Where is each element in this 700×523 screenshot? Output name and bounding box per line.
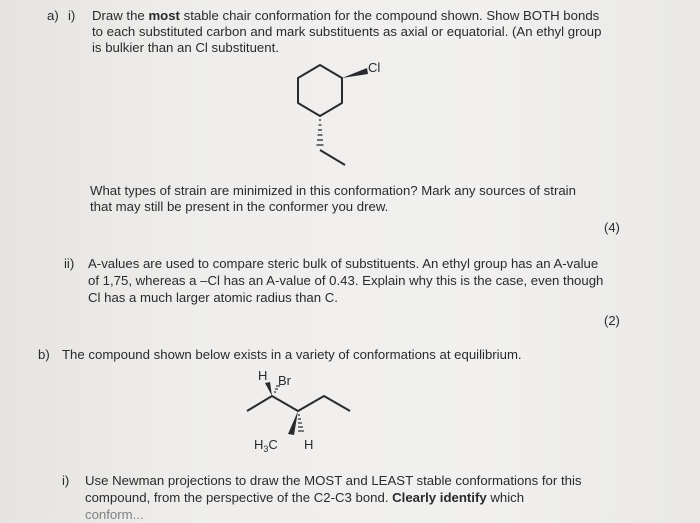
part-a-ii-label: ii) <box>64 256 75 271</box>
br-top-label: Br <box>278 373 291 388</box>
q1-line1-post: stable chair conformation for the compound shown. Show BOTH bonds <box>179 8 600 23</box>
marks-4: (4) <box>604 220 620 235</box>
question-a-ii-line3: Cl has a much larger atomic radius than C. <box>88 290 338 305</box>
marks-2: (2) <box>604 313 620 328</box>
q1-line1-bold: most <box>148 8 180 23</box>
qb-line2-pre: compound, from the perspective of the C2-C3 bond. <box>85 490 393 505</box>
question-b-i-line2 <box>85 490 524 506</box>
qb-line2-post: which <box>486 490 525 505</box>
strain-question-line2: that may still be present in the conformer you drew. <box>90 199 389 214</box>
h-bottom-label: H <box>304 437 314 452</box>
h3c-label: $H_3C$ <box>254 437 278 454</box>
wedge-bond-ch3 <box>288 411 298 435</box>
cl-label: Cl <box>368 60 381 75</box>
part-a-label: a) <box>47 8 59 23</box>
question-b-i-line3: conform... <box>85 507 144 522</box>
question-a-ii-line1: A-values are used to compare steric bulk of substituents. An ethyl group has an A-value <box>88 256 599 271</box>
question-a-ii-line2: of 1,75, whereas a –Cl has an A-value of 0.43. Explain why this is the case, even though <box>88 273 604 288</box>
carbon-chain <box>247 396 350 411</box>
question-a-i-line3: is bulkier than an Cl substituent. <box>92 40 279 55</box>
wedge-bond-h <box>265 382 272 396</box>
q1-line1-pre: Draw the <box>92 8 149 23</box>
h-top-label: H <box>258 368 268 383</box>
question-a-i-line2: to each substituted carbon and mark substituents as axial or equatorial. (An ethyl group <box>92 24 602 39</box>
qb-line2-bold: Clearly identify <box>392 490 487 505</box>
part-b-intro: The compound shown below exists in a variety of conformations at equilibrium. <box>62 347 522 362</box>
strain-question-line1: What types of strain are minimized in this conformation? Mark any sources of strain <box>90 183 576 198</box>
hashed-bond-h-bottom <box>298 415 304 431</box>
question-b-i-line1: Use Newman projections to draw the MOST and LEAST stable conformations for this <box>85 473 582 488</box>
part-a-i-label: i) <box>68 8 76 23</box>
part-b-i-label: i) <box>62 473 70 488</box>
part-b-label: b) <box>38 347 50 362</box>
